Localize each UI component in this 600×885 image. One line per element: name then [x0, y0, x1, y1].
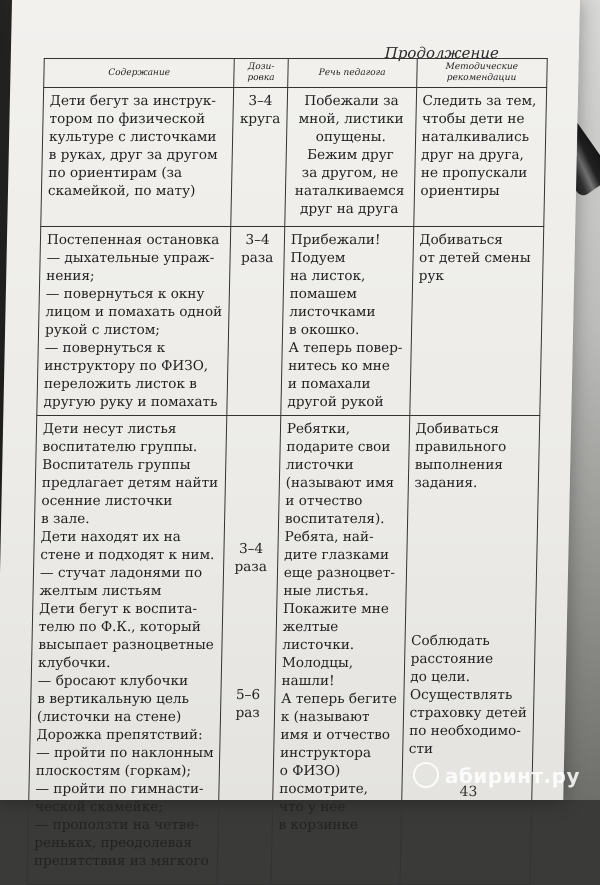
text-line: круга — [239, 111, 281, 127]
text-line: раз — [235, 705, 260, 721]
dosage-block-2 — [227, 686, 268, 722]
text-line: к (называют — [280, 709, 370, 725]
text-line: телю по Ф.К., который — [38, 619, 202, 635]
text-line: А теперь повер- — [288, 340, 403, 356]
text-line: — пройти по гимнасти- — [35, 781, 204, 797]
text-line: в вертикальную цель — [37, 691, 190, 707]
cell-speech — [285, 88, 417, 227]
text-line: Ребятки, — [286, 421, 351, 437]
text-line: и помахали — [287, 376, 371, 392]
text-line: инструктору по ФИЗО, — [44, 358, 209, 374]
text-line: рукой с листом; — [44, 322, 161, 338]
table-header-row — [44, 59, 547, 88]
text-line: Дети находят их на — [40, 529, 181, 545]
dosage-spacer — [228, 576, 271, 686]
text-line: (листочки на стене) — [36, 709, 182, 725]
text-line: — стучат ладонями по — [39, 565, 203, 581]
dosage-block — [240, 92, 281, 128]
text-line: другой рукой — [287, 394, 384, 410]
text-line: в корзинке — [278, 817, 359, 833]
text-line: Ребята, най- — [284, 529, 374, 545]
text-line: 3–4 — [248, 93, 273, 109]
header-recommendations: Методические рекомендации — [416, 59, 547, 88]
text-line: Прибежали! — [290, 232, 381, 248]
cell-content — [37, 227, 231, 416]
text-line: опущены. — [315, 129, 387, 145]
text-line: чтобы дети не — [421, 111, 525, 127]
text-line: воспитателю группы. — [42, 439, 198, 455]
text-line: А теперь бегите — [281, 691, 398, 707]
text-line: за другом, не — [301, 165, 399, 181]
text-line: стене и подходят к ним. — [40, 547, 215, 563]
text-line: до цели. — [410, 669, 471, 685]
text-line: Дети бегут за инструк- — [49, 93, 217, 109]
text-line: в окошко. — [288, 322, 360, 338]
text-line: по необходимо- — [409, 723, 522, 739]
text-line: лицом и помахать одной — [45, 304, 223, 320]
text-line: осенние листочки — [41, 493, 173, 509]
cell-speech — [271, 416, 410, 885]
text-line: другую руку и помахать — [43, 394, 218, 410]
text-line: высыпает разноцветные — [38, 637, 214, 653]
text-line: 3–4 — [238, 541, 264, 557]
table-row — [37, 227, 544, 416]
text-line: на листок, — [289, 268, 366, 284]
text-line: задания. — [414, 475, 478, 491]
text-line: ческой скамейке; — [34, 799, 163, 815]
text-line: Дети несут листья — [42, 421, 177, 437]
text-line: Дорожка препятствий: — [36, 727, 203, 743]
text-line: переложить листок в — [43, 376, 198, 392]
text-line: Добиваться — [415, 421, 500, 437]
text-line: — повернуться к — [44, 340, 166, 356]
text-line: Бежим друг — [306, 147, 394, 163]
text-line: наталкиваемся — [294, 183, 405, 199]
text-line: Осуществлять — [409, 687, 513, 703]
lesson-table — [26, 58, 547, 885]
text-line: Добиваться — [419, 232, 504, 248]
header-content: Содержание — [44, 59, 235, 88]
text-line: и отчество — [285, 493, 363, 509]
text-line: клубочки. — [37, 655, 111, 671]
text-line: препятствия из мягкого — [33, 853, 209, 869]
text-line: дите глазками — [284, 547, 390, 563]
text-line: имя и отчество — [280, 727, 391, 743]
text-line: рук — [418, 268, 445, 284]
text-line: реньках, преодолевая — [34, 835, 193, 851]
text-line: раза — [234, 559, 268, 575]
dosage-spacer — [231, 420, 274, 540]
text-line: сти — [408, 741, 434, 757]
text-line: Дети бегут к воспита- — [39, 601, 198, 617]
text-line: 3–4 — [245, 232, 270, 248]
text-line: Следить за тем, — [422, 93, 537, 109]
text-line: тором по физической — [49, 111, 206, 127]
cell-dosage — [217, 416, 280, 885]
text-line: выполнения — [414, 457, 504, 473]
text-line: — пройти по наклонным — [36, 745, 214, 761]
text-line: инструктора — [279, 745, 372, 761]
text-line: листочки. — [282, 637, 355, 653]
recommendations-spacer — [411, 492, 531, 632]
header-dosage: Дози-ровка — [234, 59, 288, 88]
table-row — [27, 416, 540, 885]
text-line: Подуем — [290, 250, 346, 266]
text-line: в зале. — [40, 511, 90, 527]
text-line: скамейкой, по мату) — [47, 183, 196, 199]
cell-dosage — [227, 227, 284, 416]
cell-content — [27, 416, 227, 885]
text-line: ориентиры — [420, 183, 500, 199]
text-line: — дыхательные упраж- — [46, 250, 215, 266]
cell-speech — [281, 227, 414, 416]
text-line: Воспитатель группы — [42, 457, 191, 473]
text-line: плоскостям (горкам); — [35, 763, 192, 779]
text-line: не пропускали — [420, 165, 528, 181]
cell-recommendations — [413, 88, 546, 227]
text-line: нашли! — [281, 673, 335, 689]
text-line: культуре с листочками — [48, 129, 217, 145]
header-speech: Речь педагога — [287, 59, 416, 88]
watermark-text: абиринт.ру — [444, 764, 580, 788]
page-number: 43 — [459, 784, 478, 800]
cell-recommendations — [399, 416, 539, 885]
text-line: — проползти на четве- — [34, 817, 200, 833]
text-line: наталкивались — [421, 129, 530, 145]
text-line: — бросают клубочки — [37, 673, 189, 689]
page-title: Продолжение — [384, 44, 500, 62]
recommendations-block-2 — [409, 632, 529, 758]
text-line: подарите свои — [286, 439, 391, 455]
text-line: листочки — [285, 457, 354, 473]
text-line: нения; — [46, 268, 95, 284]
text-line: раза — [240, 250, 274, 266]
text-line: нитесь ко мне — [287, 358, 391, 374]
text-line: от детей смены — [418, 250, 531, 266]
table-row — [41, 88, 547, 227]
text-line: помашем — [289, 286, 358, 302]
text-line: страховку детей — [409, 705, 528, 721]
text-line: расстояние — [410, 651, 494, 667]
text-line: предлагает детям найти — [41, 475, 219, 491]
cell-dosage — [231, 88, 287, 227]
dosage-block — [237, 231, 278, 267]
text-line: (называют имя — [285, 475, 395, 491]
text-line: Соблюдать — [410, 633, 490, 649]
recommendations-block-1 — [414, 420, 533, 492]
text-line: Покажите мне — [282, 601, 390, 617]
text-line: по ориентирам (за — [48, 165, 183, 181]
text-line: Молодцы, — [281, 655, 354, 671]
text-line: 5–6 — [235, 687, 261, 703]
text-line: желтые — [282, 619, 339, 635]
text-line: желтым листьям — [39, 583, 162, 599]
dosage-block-1 — [230, 540, 271, 576]
text-line: посмотрите, — [279, 781, 369, 797]
text-line: Побежали за — [304, 93, 399, 109]
text-line: о ФИЗО) — [279, 763, 341, 779]
text-line: правильного — [414, 439, 507, 455]
text-line: ные листья. — [283, 583, 369, 599]
text-line: друг на друга, — [421, 147, 525, 163]
text-line: еще разноцвет- — [283, 565, 396, 581]
text-line: листочками — [289, 304, 376, 320]
text-line: друг на друга — [299, 201, 399, 217]
text-line: воспитателя). — [284, 511, 385, 527]
labirint-logo-icon — [413, 762, 439, 788]
cell-content — [41, 88, 234, 227]
text-line: мной, листики — [298, 111, 404, 127]
text-line: — повернуться к окну — [45, 286, 205, 302]
text-line: Постепенная остановка — [46, 232, 220, 248]
watermark — [413, 762, 580, 788]
text-line: в руках, друг за другом — [48, 147, 218, 163]
cell-recommendations — [409, 227, 543, 416]
text-line: что у нее — [278, 799, 346, 815]
